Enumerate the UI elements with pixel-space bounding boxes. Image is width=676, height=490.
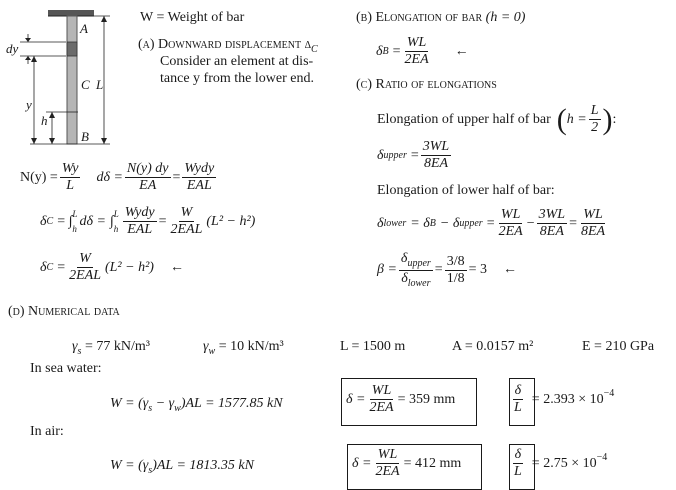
length-value: L = 1500 m: [340, 339, 406, 354]
air-label: In air:: [30, 424, 64, 439]
label-B: B: [81, 129, 89, 144]
modulus-value: E = 210 GPa: [582, 339, 655, 354]
delta-c-result: δ C = $\frac{W}{\text{2EAL}}$ (L² − h²) ←: [40, 251, 184, 283]
air-delta: δ = $\frac{WL}{2EA}$ = 412 mm: [352, 447, 462, 479]
air-ratio: $\frac{\delta}{L}$ = 2.75 × 10 $^{-4}$: [514, 447, 608, 479]
gamma-w: $\gamma_w = 10$ kN/m³: [203, 339, 284, 357]
beta-equation: β = $\frac{\delta_{upper}}{\delta_{lower}}$ = $\frac{3/8}{1/8}$ = 3 ←: [377, 251, 517, 289]
sea-delta: δ = $\frac{WL}{2EA}$ = 359 mm: [346, 383, 456, 415]
label-y: y: [26, 97, 32, 112]
label-L: L: [96, 77, 104, 92]
label-dy: dy: [6, 41, 19, 56]
sea-ratio: $\frac{\delta}{L}$ = 2.393 × 10 $^{-4}$: [514, 383, 615, 415]
part-b-equation: δ B = $\frac{WL}{2EA}$ ←: [376, 35, 469, 67]
gamma-s: $\gamma_s = 77$ kN/m³: [72, 339, 150, 357]
lower-half-text: Elongation of lower half of bar:: [377, 183, 555, 198]
hanging-bar-figure: [0, 0, 130, 160]
part-d-title: (d) Numerical data: [8, 304, 120, 319]
bar-element-dy: [67, 42, 77, 56]
part-a-title: (a) Downward displacement $\delta_C$: [138, 37, 318, 55]
bar: [67, 16, 77, 144]
area-value: A = 0.0157 m²: [452, 339, 534, 354]
label-h: h: [41, 113, 48, 128]
air-weight: $W = (\gamma_s)AL = 1813.35$ kN: [110, 458, 254, 476]
w-definition: W = Weight of bar: [140, 10, 245, 25]
delta-c-integral: δ C = ∫ L h dδ = ∫ L h $\frac{\text{Wydy}}{\text{EAL}}$ = $\frac{W}{\text{2EAL}}$ (L² − h²): [40, 205, 256, 237]
sea-water-label: In sea water:: [30, 361, 102, 376]
part-a-line3: tance y from the lower end.: [160, 71, 314, 86]
upper-half-text: Elongation of upper half of bar ( h = $\frac{L}{2}$ ) :: [377, 102, 617, 136]
ceiling-support: [48, 10, 94, 16]
part-b-title: (b) Elongation of bar (h = 0): [356, 10, 526, 25]
delta-upper-equation: δ upper = $\frac{3WL}{8EA}$: [377, 139, 450, 171]
part-a-line2: Consider an element at dis-: [160, 54, 314, 69]
part-c-title: (c) Ratio of elongations: [356, 77, 497, 92]
ny-equation: N(y) = $\frac{Wy}{L}$ dδ = $\frac{N(y) dy}{EA}$ = $\frac{\text{Wydy}}{\text{EAL}}$: [20, 161, 215, 193]
sea-weight: $W = (\gamma_s - \gamma_w)AL = 1577.85$ kN: [110, 396, 283, 414]
delta-lower-equation: δ lower = δ B − δ upper = $\frac{WL}{2EA}$ − $\frac{3WL}{8EA}$ = $\frac{WL}{8EA}$: [377, 207, 606, 239]
label-A: A: [80, 21, 88, 36]
result-arrow: ←: [169, 259, 184, 275]
label-C: C: [81, 77, 90, 92]
